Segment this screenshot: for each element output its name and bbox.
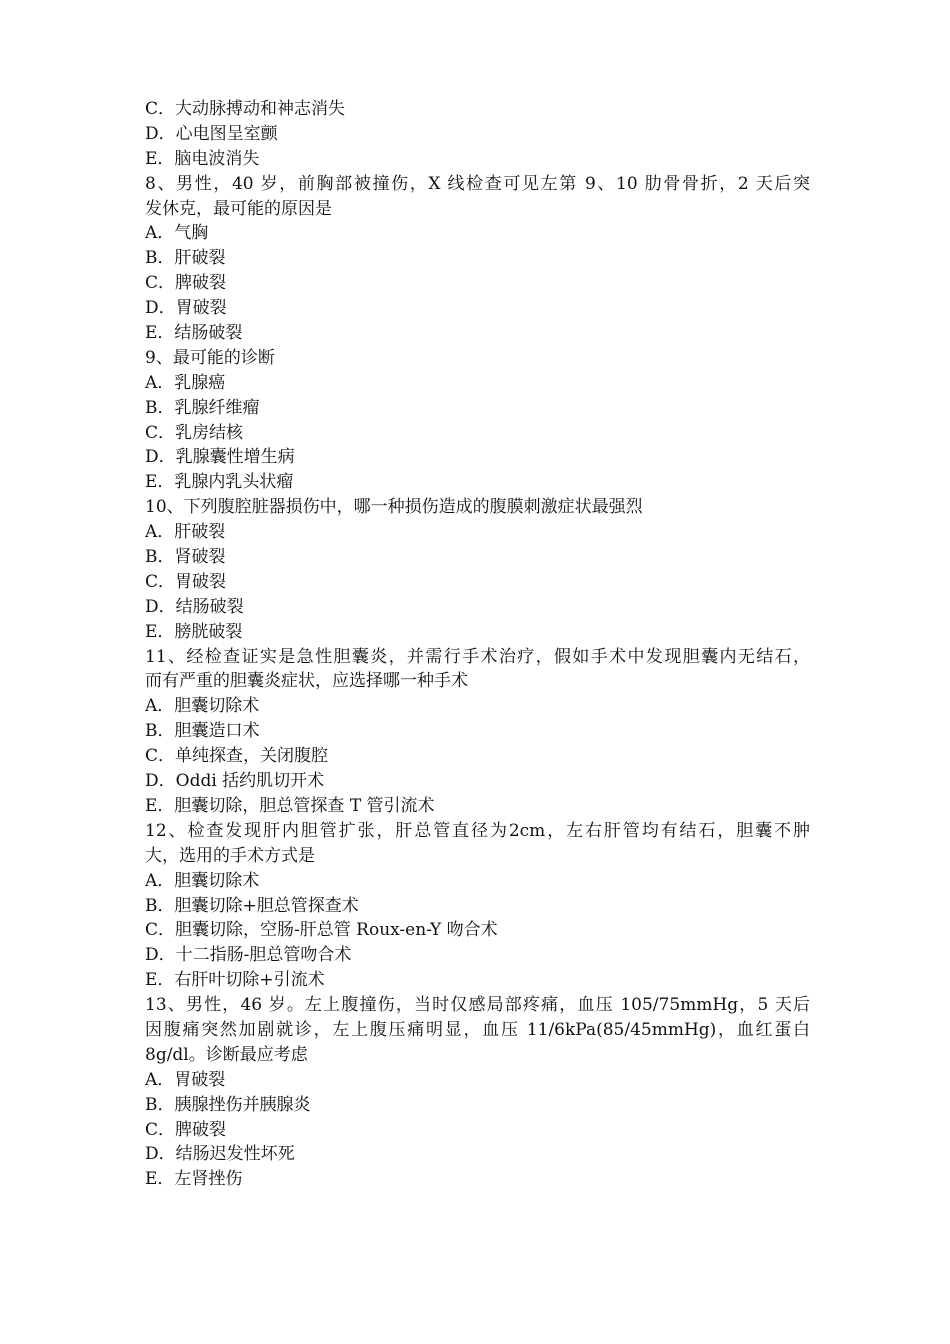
option-line: B．胰腺挫伤并胰腺炎 <box>145 1094 311 1115</box>
option-line: E．结肠破裂 <box>145 323 243 344</box>
question-13-text-end: 8g/dl。诊断最应考虑 <box>145 1044 308 1065</box>
option-line: B．肾破裂 <box>145 547 226 568</box>
option-line: D．乳腺囊性增生病 <box>145 447 295 468</box>
option-line: B．胆囊切除+胆总管探查术 <box>145 895 359 916</box>
option-line: C．胃破裂 <box>145 571 227 592</box>
option-line: E．乳腺内乳头状瘤 <box>145 472 294 493</box>
document-page <box>145 97 810 1192</box>
option-line: A．胆囊切除术 <box>145 696 260 717</box>
option-line: D．十二指肠-胆总管吻合术 <box>145 945 352 966</box>
option-line: A．乳腺癌 <box>145 372 226 393</box>
question-9-text: 9、最可能的诊断 <box>145 347 275 368</box>
option-line: D．结肠迟发性坏死 <box>145 1144 295 1165</box>
option-line: A．胆囊切除术 <box>145 870 260 891</box>
option-line: C．大动脉搏动和神志消失 <box>145 99 346 119</box>
option-line: C．胆囊切除，空肠-肝总管 Roux-en-Y 吻合术 <box>145 920 498 941</box>
option-line: A．肝破裂 <box>145 522 226 543</box>
option-line: B．乳腺纤维瘤 <box>145 397 260 418</box>
question-11-text-cont: 而有严重的胆囊炎症状，应选择哪一种手术 <box>145 671 468 692</box>
question-8-text: 8、男性，40 岁，前胸部被撞伤，X 线检查可见左第 9、10 肋骨骨折，2 天后突 <box>145 173 810 194</box>
option-line: D．胃破裂 <box>145 298 227 319</box>
option-line: E．脑电波消失 <box>145 148 260 169</box>
option-line: E．胆囊切除，胆总管探查 T 管引流术 <box>145 795 435 816</box>
question-13-text: 13、男性，46 岁。左上腹撞伤，当时仅感局部疼痛，血压 105/75mmHg，5 天后 <box>145 995 810 1016</box>
question-11-text: 11、经检查证实是急性胆囊炎，并需行手术治疗，假如手术中发现胆囊内无结石， <box>145 646 810 667</box>
option-line: C．乳房结核 <box>145 422 244 443</box>
option-line: E．右肝叶切除+引流术 <box>145 970 325 991</box>
option-line: D．心电图呈室颤 <box>145 123 278 144</box>
option-line: E．左肾挫伤 <box>145 1169 243 1190</box>
option-line: B．胆囊造口术 <box>145 721 260 742</box>
question-12-text: 12、检查发现肝内胆管扩张，肝总管直径为2cm，左右肝管均有结石，胆囊不肿 <box>145 820 810 841</box>
question-13-text-cont: 因腹痛突然加剧就诊，左上腹压痛明显，血压 11/6kPa(85/45mmHg)，血红蛋白 <box>145 1019 810 1040</box>
question-12-text-cont: 大，选用的手术方式是 <box>145 845 315 866</box>
question-8-text-cont: 发休克，最可能的原因是 <box>145 198 332 219</box>
option-line: A．胃破裂 <box>145 1069 226 1090</box>
option-line: B．肝破裂 <box>145 248 226 269</box>
option-line: C．脾破裂 <box>145 273 227 294</box>
question-10-text: 10、下列腹腔脏器损伤中，哪一种损伤造成的腹膜刺激症状最强烈 <box>145 497 643 518</box>
option-line: C．单纯探查，关闭腹腔 <box>145 746 329 767</box>
option-line: C．脾破裂 <box>145 1119 227 1140</box>
option-line: A．气胸 <box>145 223 209 244</box>
option-line: D．结肠破裂 <box>145 596 244 617</box>
option-line: E．膀胱破裂 <box>145 621 243 642</box>
option-line: D．Oddi 括约肌切开术 <box>145 771 325 792</box>
